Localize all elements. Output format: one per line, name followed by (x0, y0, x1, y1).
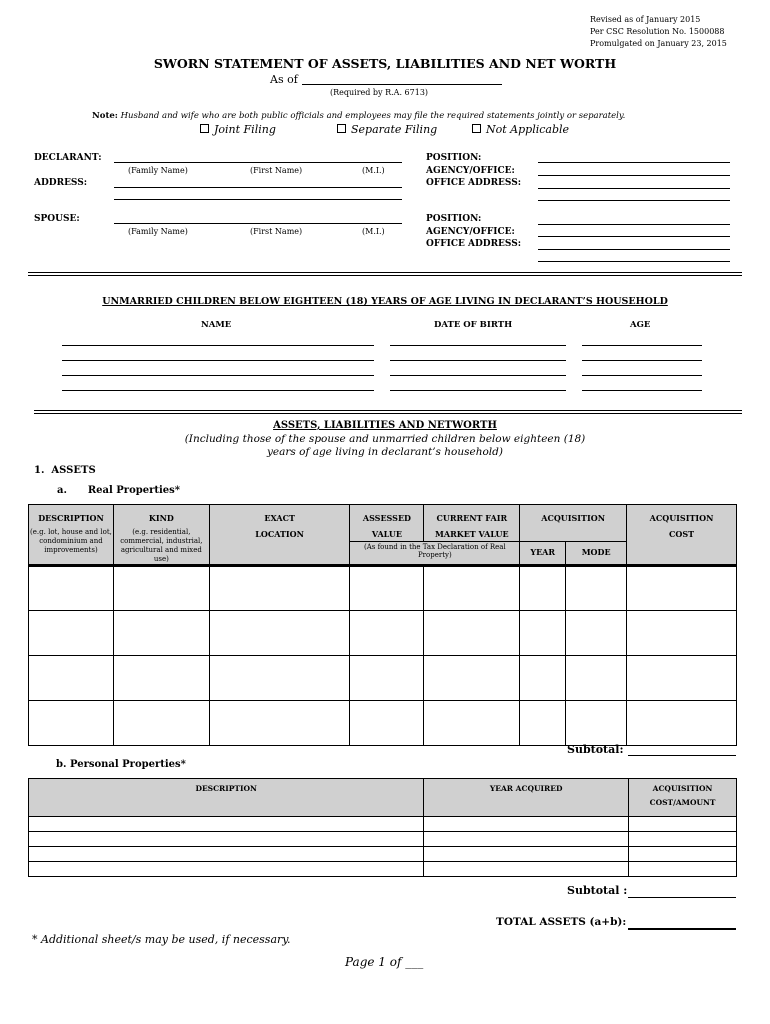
table-cell[interactable] (209, 611, 350, 656)
real-header-assessed (350, 505, 424, 542)
table-cell[interactable] (424, 701, 520, 746)
filing-option-separate[interactable] (337, 123, 437, 136)
filing-option-label: Not Applicable (486, 123, 570, 136)
filing-note (92, 111, 625, 121)
spouse-office-address-field-2[interactable] (538, 261, 730, 262)
table-cell[interactable] (29, 832, 424, 847)
table-row (29, 817, 737, 832)
table-cell[interactable] (424, 611, 520, 656)
children-name-header: NAME (201, 320, 232, 330)
table-cell[interactable] (29, 611, 114, 656)
child-age-field-4[interactable] (582, 390, 702, 391)
spouse-family-name: (Family Name) (128, 227, 188, 236)
table-cell[interactable] (424, 656, 520, 701)
table-cell[interactable] (350, 611, 424, 656)
spouse-label: SPOUSE: (34, 214, 80, 224)
child-name-field-2[interactable] (62, 360, 374, 361)
personal-properties-table (28, 778, 737, 877)
required-note: (Required by R.A. 6713) (330, 88, 429, 97)
spouse-agency-field[interactable] (538, 236, 730, 237)
personal-properties-label: b. Personal Properties* (56, 759, 186, 770)
total-assets-field[interactable] (628, 928, 736, 930)
table-row (29, 611, 737, 656)
address-label: ADDRESS: (34, 178, 88, 188)
spouse-first-name: (First Name) (250, 227, 303, 236)
table-cell[interactable] (424, 862, 629, 877)
personal-header-description-label: DESCRIPTION (195, 784, 257, 793)
table-cell[interactable] (566, 611, 627, 656)
real-header-assessed-2: VALUE (371, 529, 402, 539)
real-header-year-label: YEAR (530, 547, 556, 558)
declarant-first-name: (First Name) (250, 166, 303, 175)
table-cell[interactable] (629, 832, 737, 847)
footnote: * Additional sheet/s may be used, if necessary. (32, 933, 291, 946)
child-dob-field-2[interactable] (390, 360, 566, 361)
real-header-acq-cost (627, 505, 737, 566)
note-text: Husband and wife who are both public officials and employees may file the required statements jointly or separately. (120, 111, 626, 121)
as-of-label: As of (270, 73, 298, 86)
assets-subtitle-1: (Including those of the spouse and unmarried children below eighteen (18) (184, 433, 586, 445)
table-cell[interactable] (29, 701, 114, 746)
children-dob-header: DATE OF BIRTH (434, 320, 513, 330)
section-divider (28, 272, 742, 276)
real-header-kind (113, 505, 209, 566)
spouse-name-field[interactable] (114, 223, 402, 224)
spouse-agency-label: AGENCY/OFFICE: (426, 227, 515, 237)
revision-line2: Per CSC Resolution No. 1500088 (590, 27, 725, 36)
assets-title: ASSETS, LIABILITIES AND NETWORTH (273, 420, 497, 431)
table-cell[interactable] (350, 566, 424, 611)
child-age-field-1[interactable] (582, 345, 702, 346)
revision-line3: Promulgated on January 23, 2015 (590, 39, 727, 48)
address-field-1[interactable] (114, 187, 402, 188)
real-header-description-sub: (e.g. lot, house and lot, condominium and improvements) (30, 528, 112, 554)
child-name-field-1[interactable] (62, 345, 374, 346)
real-header-acquisition (520, 505, 627, 542)
real-properties-table (28, 504, 737, 746)
page-number: Page 1 of ___ (345, 955, 424, 969)
personal-header-year (424, 779, 629, 817)
real-header-description-label: DESCRIPTION (38, 513, 104, 523)
child-dob-field-4[interactable] (390, 390, 566, 391)
table-cell[interactable] (29, 566, 114, 611)
table-cell[interactable] (29, 862, 424, 877)
table-row (29, 862, 737, 877)
section-divider (34, 410, 742, 414)
table-cell[interactable] (566, 701, 627, 746)
assets-subtitle-2: years of age living in declarant’s household) (267, 446, 503, 458)
spouse-position-label: POSITION: (426, 214, 482, 224)
real-header-tax-note-label: (As found in the Tax Declaration of Real Property) (363, 543, 506, 560)
real-header-market-2: MARKET VALUE (435, 529, 509, 539)
table-cell[interactable] (350, 656, 424, 701)
table-cell[interactable] (424, 566, 520, 611)
table-cell[interactable] (29, 817, 424, 832)
real-header-assessed-1: ASSESSED (362, 513, 411, 523)
subtotal-real-label: Subtotal: (567, 743, 624, 756)
address-field-2[interactable] (114, 199, 402, 200)
revision-note (590, 14, 727, 50)
declarant-mi: (M.I.) (362, 166, 385, 175)
declarant-office-address-label: OFFICE ADDRESS: (426, 178, 522, 188)
spouse-position-field[interactable] (538, 224, 730, 225)
real-header-tax-note (350, 542, 520, 566)
declarant-agency-label: AGENCY/OFFICE: (426, 166, 515, 176)
declarant-office-address-field-2[interactable] (538, 200, 730, 201)
table-cell[interactable] (350, 701, 424, 746)
table-cell[interactable] (627, 656, 737, 701)
real-header-description (29, 505, 114, 566)
spouse-office-address-field-1[interactable] (538, 249, 730, 250)
total-assets-label: TOTAL ASSETS (a+b): (496, 916, 627, 928)
filing-option-label: Separate Filing (351, 123, 438, 136)
declarant-name-field[interactable] (114, 162, 402, 163)
table-cell[interactable] (209, 656, 350, 701)
filing-option-label: Joint Filing (214, 123, 276, 136)
real-header-year (520, 542, 566, 566)
table-cell[interactable] (520, 656, 566, 701)
table-row (29, 701, 737, 746)
real-properties-label: a. Real Properties* (57, 485, 181, 496)
table-cell[interactable] (520, 701, 566, 746)
children-title: UNMARRIED CHILDREN BELOW EIGHTEEN (18) YEARS OF AGE LIVING IN DECLARANT’S HOUSEHOLD (102, 296, 668, 307)
declarant-position-field[interactable] (538, 162, 730, 163)
real-header-market-1: CURRENT FAIR (436, 513, 508, 523)
table-cell[interactable] (629, 847, 737, 862)
spouse-office-address-label: OFFICE ADDRESS: (426, 239, 522, 249)
table-cell[interactable] (113, 566, 209, 611)
child-name-field-3[interactable] (62, 375, 374, 376)
children-age-header: AGE (630, 320, 651, 330)
checkbox-icon[interactable] (200, 124, 209, 133)
filing-option-na[interactable] (472, 123, 569, 136)
table-cell[interactable] (566, 656, 627, 701)
personal-header-cost-1: ACQUISITION (652, 784, 713, 793)
table-cell[interactable] (627, 701, 737, 746)
filing-option-joint[interactable] (200, 123, 276, 136)
table-cell[interactable] (629, 817, 737, 832)
child-name-field-4[interactable] (62, 390, 374, 391)
declarant-label: DECLARANT: (34, 153, 102, 163)
table-cell[interactable] (209, 701, 350, 746)
table-cell[interactable] (627, 566, 737, 611)
page-title: SWORN STATEMENT OF ASSETS, LIABILITIES AND NET WORTH (153, 56, 617, 71)
real-header-mode-label: MODE (581, 547, 611, 558)
checkbox-icon[interactable] (472, 124, 481, 133)
subtotal-personal-label: Subtotal : (567, 884, 628, 897)
table-cell[interactable] (424, 817, 629, 832)
table-cell[interactable] (29, 847, 424, 862)
table-cell[interactable] (113, 611, 209, 656)
subtotal-personal-field[interactable] (628, 897, 736, 898)
real-header-mode (566, 542, 627, 566)
table-cell[interactable] (520, 611, 566, 656)
assets-label: 1. ASSETS (34, 465, 96, 476)
note-label: Note: (92, 111, 118, 121)
real-header-acq-cost-1: ACQUISITION (649, 513, 714, 523)
table-cell[interactable] (113, 656, 209, 701)
table-cell[interactable] (566, 566, 627, 611)
table-row (29, 656, 737, 701)
real-header-market (424, 505, 520, 542)
real-header-kind-label: KIND (148, 513, 174, 523)
personal-header-description (29, 779, 424, 817)
revision-line1: Revised as of January 2015 (590, 15, 701, 24)
table-row (29, 566, 737, 611)
table-cell[interactable] (629, 862, 737, 877)
declarant-family-name: (Family Name) (128, 166, 188, 175)
real-header-location (209, 505, 350, 566)
checkbox-icon[interactable] (337, 124, 346, 133)
child-age-field-2[interactable] (582, 360, 702, 361)
subtotal-real-field[interactable] (628, 755, 736, 756)
real-header-location-2: LOCATION (255, 529, 304, 539)
child-dob-field-3[interactable] (390, 375, 566, 376)
table-cell[interactable] (627, 611, 737, 656)
declarant-office-address-field-1[interactable] (538, 188, 730, 189)
personal-header-cost-2: COST/AMOUNT (649, 798, 716, 807)
as-of-field[interactable] (302, 84, 502, 85)
real-header-location-1: EXACT (264, 513, 295, 523)
table-cell[interactable] (424, 847, 629, 862)
declarant-position-label: POSITION: (426, 153, 482, 163)
table-cell[interactable] (29, 656, 114, 701)
spouse-mi: (M.I.) (362, 227, 385, 236)
table-cell[interactable] (113, 701, 209, 746)
declarant-agency-field[interactable] (538, 175, 730, 176)
table-cell[interactable] (209, 566, 350, 611)
personal-header-year-label: YEAR ACQUIRED (489, 784, 563, 793)
table-row (29, 832, 737, 847)
real-header-acq-cost-2: COST (669, 529, 695, 539)
real-header-kind-sub: (e.g. residential, commercial, industrial, agricultural and mixed use) (120, 528, 203, 563)
real-header-acquisition-label: ACQUISITION (541, 513, 606, 523)
table-row (29, 847, 737, 862)
child-dob-field-1[interactable] (390, 345, 566, 346)
personal-header-cost (629, 779, 737, 817)
child-age-field-3[interactable] (582, 375, 702, 376)
table-cell[interactable] (424, 832, 629, 847)
table-cell[interactable] (520, 566, 566, 611)
